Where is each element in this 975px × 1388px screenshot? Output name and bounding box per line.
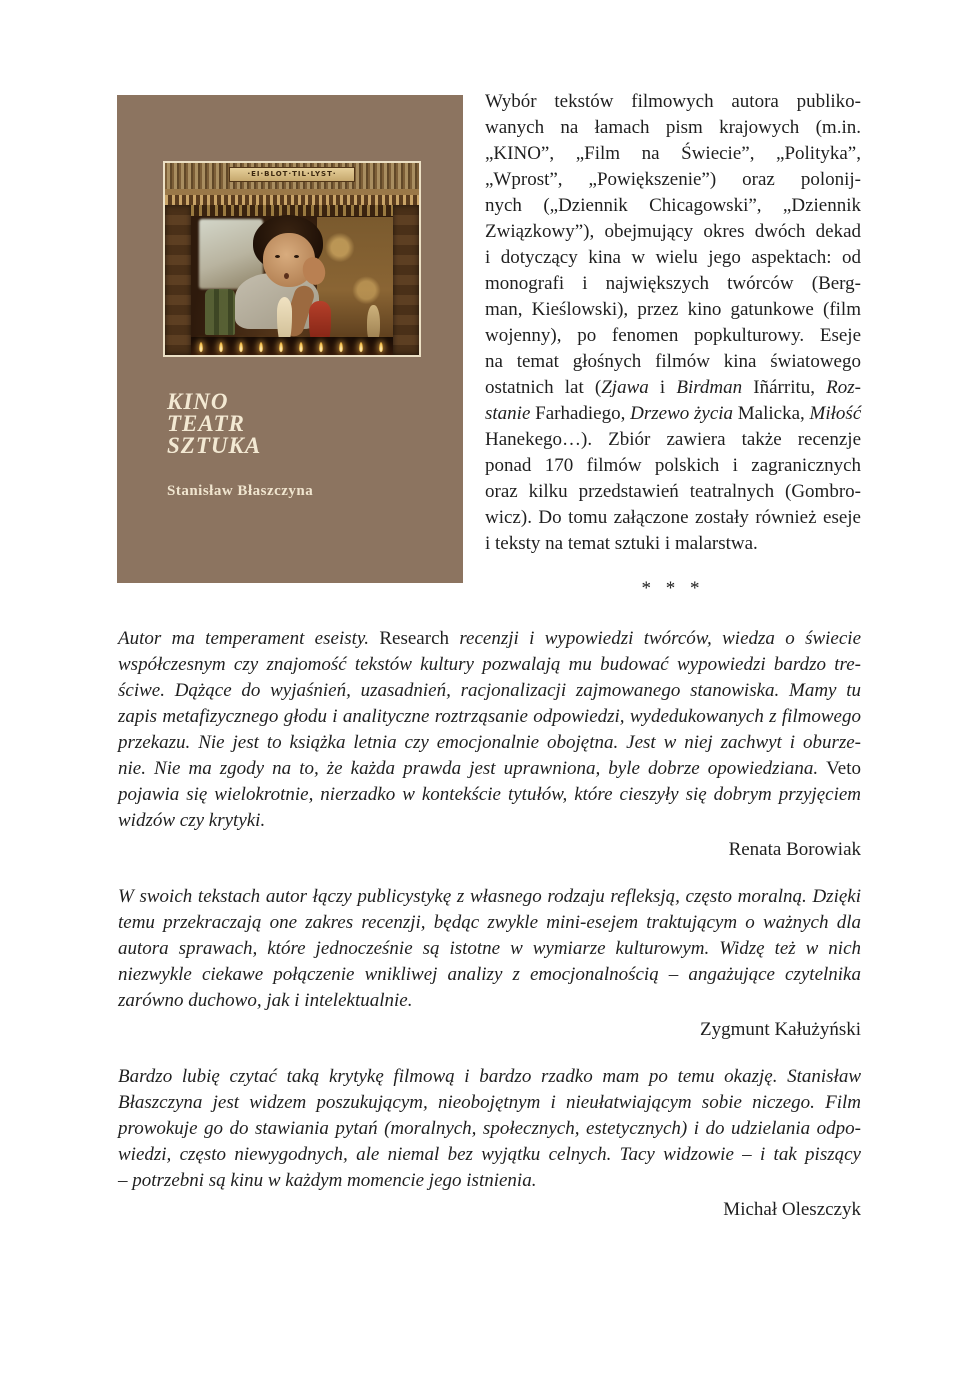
text-run: i [648, 377, 677, 398]
section-separator: * * * [641, 578, 705, 599]
text-run-alt-style: Birdman [676, 377, 743, 398]
text-run: i dotyczący kina w wielu jego aspektach: od [485, 247, 861, 268]
candle-flame [199, 342, 203, 352]
cover-title-line: TEATR [167, 411, 245, 436]
text-run: zarówno duchowo, jak i intelektualnie. [118, 990, 413, 1011]
text-run: „Wprost”, „Powiększenie”) oraz polonij- [485, 169, 861, 190]
text-run: recenzji i wypowiedzi twórców, wiedza o świecie [449, 628, 862, 649]
text-line [118, 652, 861, 678]
text-line [118, 988, 861, 1014]
candle-flame [219, 342, 223, 352]
text-line [485, 349, 861, 375]
candle-flame [279, 342, 283, 352]
text-line [118, 1168, 861, 1194]
text-line [118, 910, 861, 936]
candle-flame [379, 342, 383, 352]
text-line [485, 323, 861, 349]
still-stage-interior [191, 205, 393, 355]
text-line [118, 756, 861, 782]
text-run: W swoich tekstach autor łączy publicystykę z własnego rodzaju refleksją, często moralną. Dzięki [118, 886, 861, 907]
text-line [485, 453, 861, 479]
quote-text [118, 626, 861, 834]
text-run: współczesnym czy znajomość tekstów kultury pozwalają mu budować wypowiedzi bardzo tre- [118, 654, 861, 675]
text-line [118, 1090, 861, 1116]
quote-attribution: Renata Borowiak [728, 839, 861, 860]
still-balustrade [165, 163, 419, 189]
text-run: na temat głośnych filmów kina światowego [485, 351, 861, 372]
text-run-alt-style: Veto [826, 758, 861, 779]
text-line [485, 141, 861, 167]
still-left-column [165, 205, 191, 355]
text-run: Wybór tekstów filmowych autora publiko- [485, 91, 861, 112]
text-line [485, 219, 861, 245]
text-line [118, 782, 861, 808]
text-run: widzów czy krytyki. [118, 810, 266, 831]
text-run: Hanekego…). Zbiór zawiera także recenzje [485, 429, 861, 450]
quote-block-2 [118, 884, 861, 1043]
text-line [485, 271, 861, 297]
candle-flame [239, 342, 243, 352]
text-run: wanych na łamach pism krajowych (m.in. [485, 117, 861, 138]
text-run: i teksty na temat sztuki i malarstwa. [485, 533, 758, 554]
text-run: niezwykle ciekawe połączenie wnikliwej analizy z emocjonalnością – angażujące czytelnika [118, 964, 861, 985]
text-run: przekazu. Nie jest to książka letnia czy emocjonalnie obojętna. Jest w niej zachwyt i oburze- [118, 732, 861, 753]
still-motto-text: ·EI·BLOT·TIL·LYST· [247, 170, 337, 178]
quote-text [118, 884, 861, 1014]
text-run-alt-style: Miłość [809, 403, 862, 424]
text-line [485, 245, 861, 271]
text-run: ściwe. Dążące do wyjaśnień, uzasadnień, racjonalizacji zajmowanego stanowiska. Mamy tu [118, 680, 861, 701]
cover-author: Stanisław Błaszczyna [167, 483, 314, 499]
text-run: – potrzebni są kinu w każdym momencie jego istnienia. [118, 1170, 537, 1191]
boy-eye-left [275, 255, 280, 258]
text-run: oraz kilku przedstawień teatralnych (Gombro- [485, 481, 861, 502]
text-run: Autor ma temperament eseisty. [118, 628, 380, 649]
text-run: temu przekraczają one zakres recenzji, będąc zwykle mini-esejem traktującym o ważnych dla [118, 912, 861, 933]
text-line [118, 962, 861, 988]
text-line [485, 375, 861, 401]
quote-attribution: Michał Oleszczyk [723, 1199, 861, 1220]
text-run-alt-style: Drzewo życia [630, 403, 734, 424]
text-run-alt-style: stanie [485, 403, 531, 424]
text-run: wicz). Do tomu załączone zostały również eseje [485, 507, 861, 528]
text-run-alt-style: Zjawa [601, 377, 649, 398]
text-line [485, 401, 861, 427]
text-run: „KINO”, „Film na Świecie”, „Polityka”, [485, 143, 861, 164]
candle-flame [319, 342, 323, 352]
candle-row [191, 337, 393, 355]
candle-flame [299, 342, 303, 352]
text-run-alt-style: Roz- [826, 377, 861, 398]
still-right-column [393, 205, 419, 355]
candle-flame [359, 342, 363, 352]
text-run: Malicka, [733, 403, 810, 424]
book-blurb [485, 89, 861, 557]
boy-eye-right [294, 255, 299, 258]
quote-attribution: Zygmunt Kałużyński [700, 1019, 861, 1040]
text-run: Farhadiego, [530, 403, 631, 424]
text-line [118, 626, 861, 652]
boy-mouth [284, 273, 289, 279]
still-motto-plaque [229, 167, 355, 182]
cover-title-line: SZTUKA [167, 433, 262, 458]
quote-text [118, 1064, 861, 1194]
text-run: pojawia się wielokrotnie, nierzadko w kontekście tytułów, które cieszyły się dobrym przyjęciem [118, 784, 861, 805]
quote-block-3 [118, 1064, 861, 1223]
text-line [118, 808, 861, 834]
cover-title [167, 391, 261, 457]
text-line [485, 479, 861, 505]
text-run: Bardzo lubię czytać taką krytykę filmową i bardzo rzadko mam po temu okazję. Stanisław [118, 1066, 861, 1087]
text-run: autora sprawach, które jednocześnie są istotne w wymiarze kulturowym. Widzę też w nich [118, 938, 861, 959]
puppet-figures-green [205, 289, 235, 335]
text-line [118, 884, 861, 910]
text-run: prowokuje go do stawiania pytań (moralnych, społecznych, estetycznych) i do udzielania odpo- [118, 1118, 861, 1139]
text-line [485, 505, 861, 531]
text-run: man, Kieślowski), przez kino gatunkowe (film [485, 299, 861, 320]
text-run: Iñárritu, [742, 377, 827, 398]
text-line [118, 730, 861, 756]
cover-still-image [163, 161, 421, 357]
text-run: nie. Nie ma zgody na to, że każda prawda jest uprawniona, byle dobrze opowiedziana. [118, 758, 827, 779]
text-line [485, 427, 861, 453]
book-cover [117, 95, 463, 583]
text-line [118, 1142, 861, 1168]
text-line [485, 115, 861, 141]
candle-flame [339, 342, 343, 352]
still-cornice [165, 189, 419, 205]
text-line [118, 678, 861, 704]
text-line [118, 936, 861, 962]
text-line [485, 531, 861, 557]
text-line [118, 1116, 861, 1142]
text-run: wojenny), po fenomen popkulturowy. Eseje [485, 325, 861, 346]
text-run-alt-style: Research [379, 628, 450, 649]
text-run: ostatnich lat ( [485, 377, 602, 398]
text-run: Związkowy”), obejmujący okres dwóch dekad [485, 221, 861, 242]
text-line [485, 297, 861, 323]
text-line [118, 1064, 861, 1090]
cover-title-line: KINO [167, 389, 229, 414]
candle-flame [259, 342, 263, 352]
quote-block-1 [118, 626, 861, 863]
text-run: Błaszczyna jest widzem poszukującym, nieobojętnym i nieułatwiającym sobie niczego. Film [118, 1092, 861, 1113]
text-run: monografi i największych twórców (Berg- [485, 273, 861, 294]
text-line [118, 704, 861, 730]
text-run: nych („Dziennik Chicagowski”, „Dziennik [485, 195, 861, 216]
text-line [485, 167, 861, 193]
text-run: ponad 170 filmów polskich i zagranicznych [485, 455, 861, 476]
text-line [485, 193, 861, 219]
still-stage [165, 205, 419, 355]
text-run: zapis metafizycznego głodu i analityczne roztrząsanie odpowiedzi, wydedukowanych z filmowego [118, 706, 861, 727]
text-line [485, 89, 861, 115]
text-run: wiedzi, często niewygodnych, ale niemal bez wyjątku celnych. Tacy widzowie – i tak piszący [118, 1144, 861, 1165]
